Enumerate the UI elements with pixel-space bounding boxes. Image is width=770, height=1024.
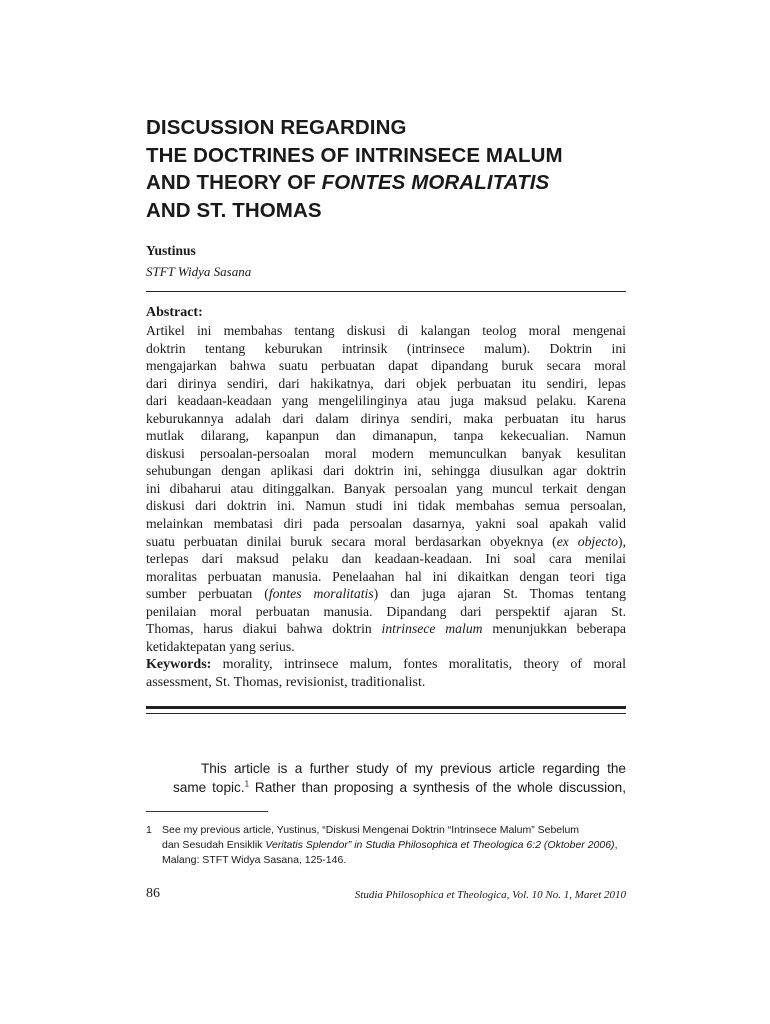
title-line: AND THEORY OF FONTES MORALITATIS	[146, 171, 550, 194]
running-footer: Studia Philosophica et Theologica, Vol. 10 No. 1, Maret 2010	[354, 889, 626, 901]
footnote-number: 1	[146, 824, 152, 836]
abstract-heading: Abstract:	[146, 305, 203, 320]
abstract-body	[146, 322, 626, 655]
keywords-line: Keywords: morality, intrinsece malum, fontes moralitatis, theory of moral	[146, 657, 626, 672]
author-name: Yustinus	[146, 243, 196, 258]
abstract-line: suatu perbuatan dinilai buruk secara moral berdasarkan obyeknya (ex objecto),	[146, 533, 626, 549]
abstract-line: melainkan membatasi diri pada persoalan dasarnya, yakni soal apakah valid	[146, 516, 626, 532]
abstract-line: sehubungan dengan aplikasi dari doktrin ini, sehingga diusulkan agar doktrin	[146, 463, 626, 479]
body-paragraph	[146, 759, 626, 797]
footnote-line: See my previous article, Yustinus, “Diskusi Mengenai Doktrin “Intrinsece Malum” Sebelum	[162, 824, 580, 836]
section-divider-thick	[146, 706, 626, 709]
keywords-line: assessment, St. Thomas, revisionist, traditionalist.	[146, 674, 426, 690]
title-line: THE DOCTRINES OF INTRINSECE MALUM	[146, 143, 563, 167]
abstract-line: mutlak dilarang, kapanpun dan dimanapun, tanpa kekecualian. Namun	[146, 428, 626, 444]
abstract-line: dari dirinya sendiri, dari hakikatnya, dari objek perbuatan itu sendiri, lepas	[146, 375, 626, 391]
body-line: same topic.$^1$ Rather than proposing a synthesis of the whole discussion,	[173, 779, 626, 795]
abstract-line: penilaian moral perbuatan manusia. Dipandang dari perspektif ajaran St.	[146, 603, 626, 619]
author-affiliation: STFT Widya Sasana	[146, 264, 252, 279]
abstract-line: ketidaktepatan yang serius.	[146, 638, 295, 654]
abstract-line: moralitas perbuatan manusia. Penelaahan hal ini dikaitkan dengan teori tiga	[146, 568, 626, 584]
footnote-line: Malang: STFT Widya Sasana, 125-146.	[162, 854, 347, 866]
abstract-line: doktrin tentang keburukan intrinsik (intrinsece malum). Doktrin ini	[146, 340, 626, 356]
abstract-line: ini dibaharui atau ditinggalkan. Banyak persoalan yang muncul terkait dengan	[146, 480, 626, 496]
abstract-line: dari keadaan-keadaan yang mengelilinginya atau juga maksud pelaku. Karena	[146, 393, 626, 409]
title-line: AND ST. THOMAS	[146, 198, 322, 222]
footnote-ref[interactable]: 1	[244, 779, 250, 789]
section-divider-thin	[146, 713, 626, 714]
abstract-line: diskusi persoalan-persoalan moral modern memunculkan banyak kesulitan	[146, 445, 626, 461]
body-line: This article is a further study of my previous article regarding the	[201, 761, 626, 776]
abstract-line: sumber perbuatan (fontes moralitatis) dan juga ajaran St. Thomas tentang	[146, 586, 626, 602]
abstract-line: keburukannya adalah dari dalam dirinya sendiri, maka perbuatan itu harus	[146, 410, 626, 426]
abstract-line: diskusi dari doktrin ini. Namun studi ini tidak membahas semua persoalan,	[146, 498, 626, 514]
abstract-line: Thomas, harus diakui bahwa doktrin intrinsece malum menunjukkan beberapa	[146, 621, 626, 637]
footnote-divider	[146, 811, 268, 812]
abstract-line: Artikel ini membahas tentang diskusi di kalangan teolog moral mengenai	[146, 323, 626, 338]
page-number: 86	[146, 886, 160, 901]
footnote	[146, 823, 626, 868]
keywords	[146, 656, 626, 691]
abstract-line: terlepas dari maksud pelaku dan keadaan-keadaan. Ini soal cara menilai	[146, 551, 626, 567]
footnote-line: dan Sesudah Ensiklik Veritatis Splendor” in Studia Philosophica et Theologica 6:2 (Oktober 2006),	[162, 839, 618, 851]
header-divider	[146, 291, 626, 292]
title-line: DISCUSSION REGARDING	[146, 116, 407, 139]
article-title	[146, 114, 666, 224]
abstract-line: mengajarkan bahwa suatu perbuatan dapat dipandang buruk secara moral	[146, 358, 626, 374]
